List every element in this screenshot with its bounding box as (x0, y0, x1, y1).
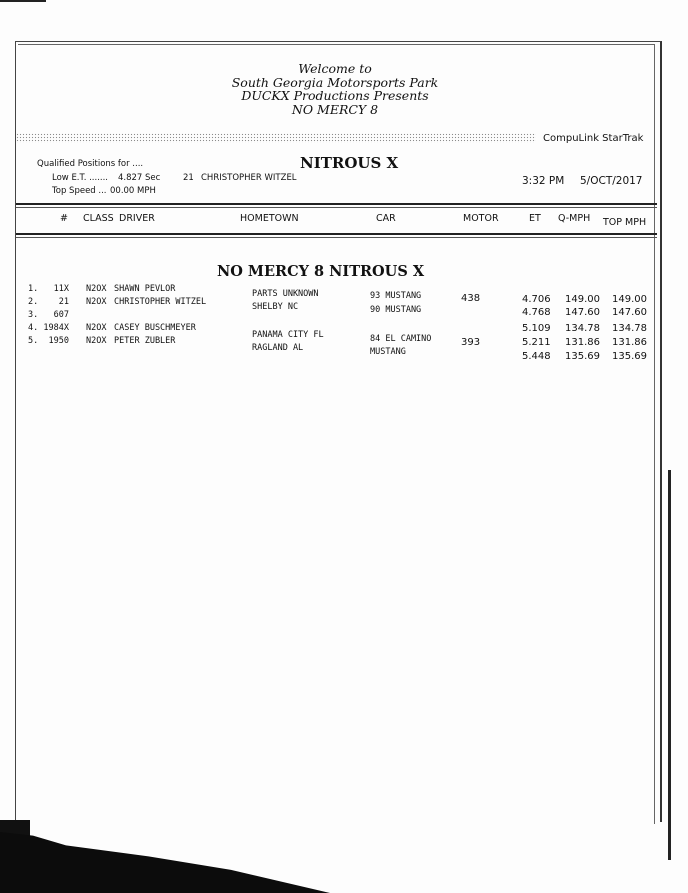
row-et: 5.211 (522, 337, 551, 348)
row-car: 93 MUSTANG (370, 291, 422, 301)
row-car: 90 MUSTANG (370, 305, 422, 315)
top-speed-value: 00.00 MPH (110, 186, 156, 196)
header-rule-top-thin (16, 207, 657, 208)
row-driver: CHRISTOPHER WITZEL (114, 297, 207, 307)
page-border-inner-top (18, 44, 655, 45)
low-et-car-number: 21 (183, 173, 194, 183)
row-car-number: 1950 (48, 336, 69, 346)
scan-edge-right (668, 470, 671, 860)
row-et: 4.706 (522, 294, 551, 305)
row-hometown: SHELBY NC (252, 302, 299, 312)
row-top-mph: 135.69 (612, 351, 647, 362)
col-header-top-mph: TOP MPH (603, 217, 647, 228)
row-et: 5.109 (522, 323, 551, 334)
col-header-driver: DRIVER (119, 213, 155, 224)
top-speed-label: Top Speed ... (52, 186, 107, 196)
scan-edge-mark (0, 0, 46, 2)
col-header-class: CLASS (83, 213, 114, 224)
col-header-hometown: HOMETOWN (240, 213, 299, 224)
header-rule-bottom-thin (16, 237, 657, 238)
row-position: 2. (28, 297, 39, 307)
row-car-number: 21 (58, 297, 69, 307)
row-top-mph: 131.86 (612, 337, 647, 348)
row-q-mph: 147.60 (565, 307, 600, 318)
low-et-driver: CHRISTOPHER WITZEL (201, 173, 297, 183)
row-position: 5. (28, 336, 39, 346)
row-car: 84 EL CAMINO (370, 334, 432, 344)
row-position: 1. (28, 284, 39, 294)
row-motor: 438 (461, 293, 481, 304)
header-rule-bottom (16, 233, 657, 235)
low-et-value: 4.827 Sec (118, 173, 161, 183)
row-class: N2OX (86, 284, 107, 294)
row-class: N2OX (86, 297, 107, 307)
row-q-mph: 131.86 (565, 337, 600, 348)
page-border-inner-right (654, 44, 655, 824)
row-motor: 393 (461, 337, 481, 348)
results-title: NO MERCY 8 NITROUS X (217, 263, 425, 280)
row-class: N2OX (86, 323, 107, 333)
row-hometown: PANAMA CITY FL (252, 330, 324, 340)
row-top-mph: 147.60 (612, 307, 647, 318)
row-q-mph: 135.69 (565, 351, 600, 362)
col-header-car: CAR (376, 213, 396, 224)
row-car-number: 607 (53, 310, 69, 320)
col-header-et: ET (529, 213, 541, 224)
class-title: NITROUS X (300, 154, 399, 172)
row-driver: CASEY BUSCHMEYER (114, 323, 196, 333)
row-top-mph: 149.00 (612, 294, 647, 305)
header-line-event: NO MERCY 8 (291, 101, 379, 117)
col-header-number: # (60, 213, 68, 224)
qualified-label: Qualified Positions for .... (37, 159, 144, 169)
row-q-mph: 134.78 (565, 323, 600, 334)
low-et-label: Low E.T. ....... (52, 173, 109, 183)
header-line-track: South Georgia Motorsports Park (231, 74, 439, 90)
row-car-number: 1984X (43, 323, 69, 333)
row-q-mph: 149.00 (565, 294, 600, 305)
row-et: 5.448 (522, 351, 551, 362)
row-hometown: PARTS UNKNOWN (252, 289, 319, 299)
event-header (200, 62, 470, 116)
scan-artifact-shadow (0, 832, 330, 893)
row-driver: SHAWN PEVLOR (114, 284, 176, 294)
row-position: 4. (28, 323, 39, 333)
header-line-promoter: DUCKX Productions Presents (241, 88, 429, 103)
header-line-welcome: Welcome to (298, 61, 372, 76)
header-rule-top (16, 203, 657, 205)
row-class: N2OX (86, 336, 107, 346)
dotted-band (16, 133, 536, 143)
print-date: 5/OCT/2017 (580, 175, 643, 187)
row-driver: PETER ZUBLER (114, 336, 176, 346)
print-time: 3:32 PM (522, 175, 565, 187)
row-top-mph: 134.78 (612, 323, 647, 334)
row-car-number: 11X (53, 284, 69, 294)
row-car: MUSTANG (370, 347, 406, 357)
col-header-q-mph: Q-MPH (558, 213, 591, 224)
col-header-motor: MOTOR (463, 213, 499, 224)
row-hometown: RAGLAND AL (252, 343, 304, 353)
timing-system-brand: CompuLink StarTrak (543, 133, 644, 144)
row-et: 4.768 (522, 307, 551, 318)
row-position: 3. (28, 310, 39, 320)
